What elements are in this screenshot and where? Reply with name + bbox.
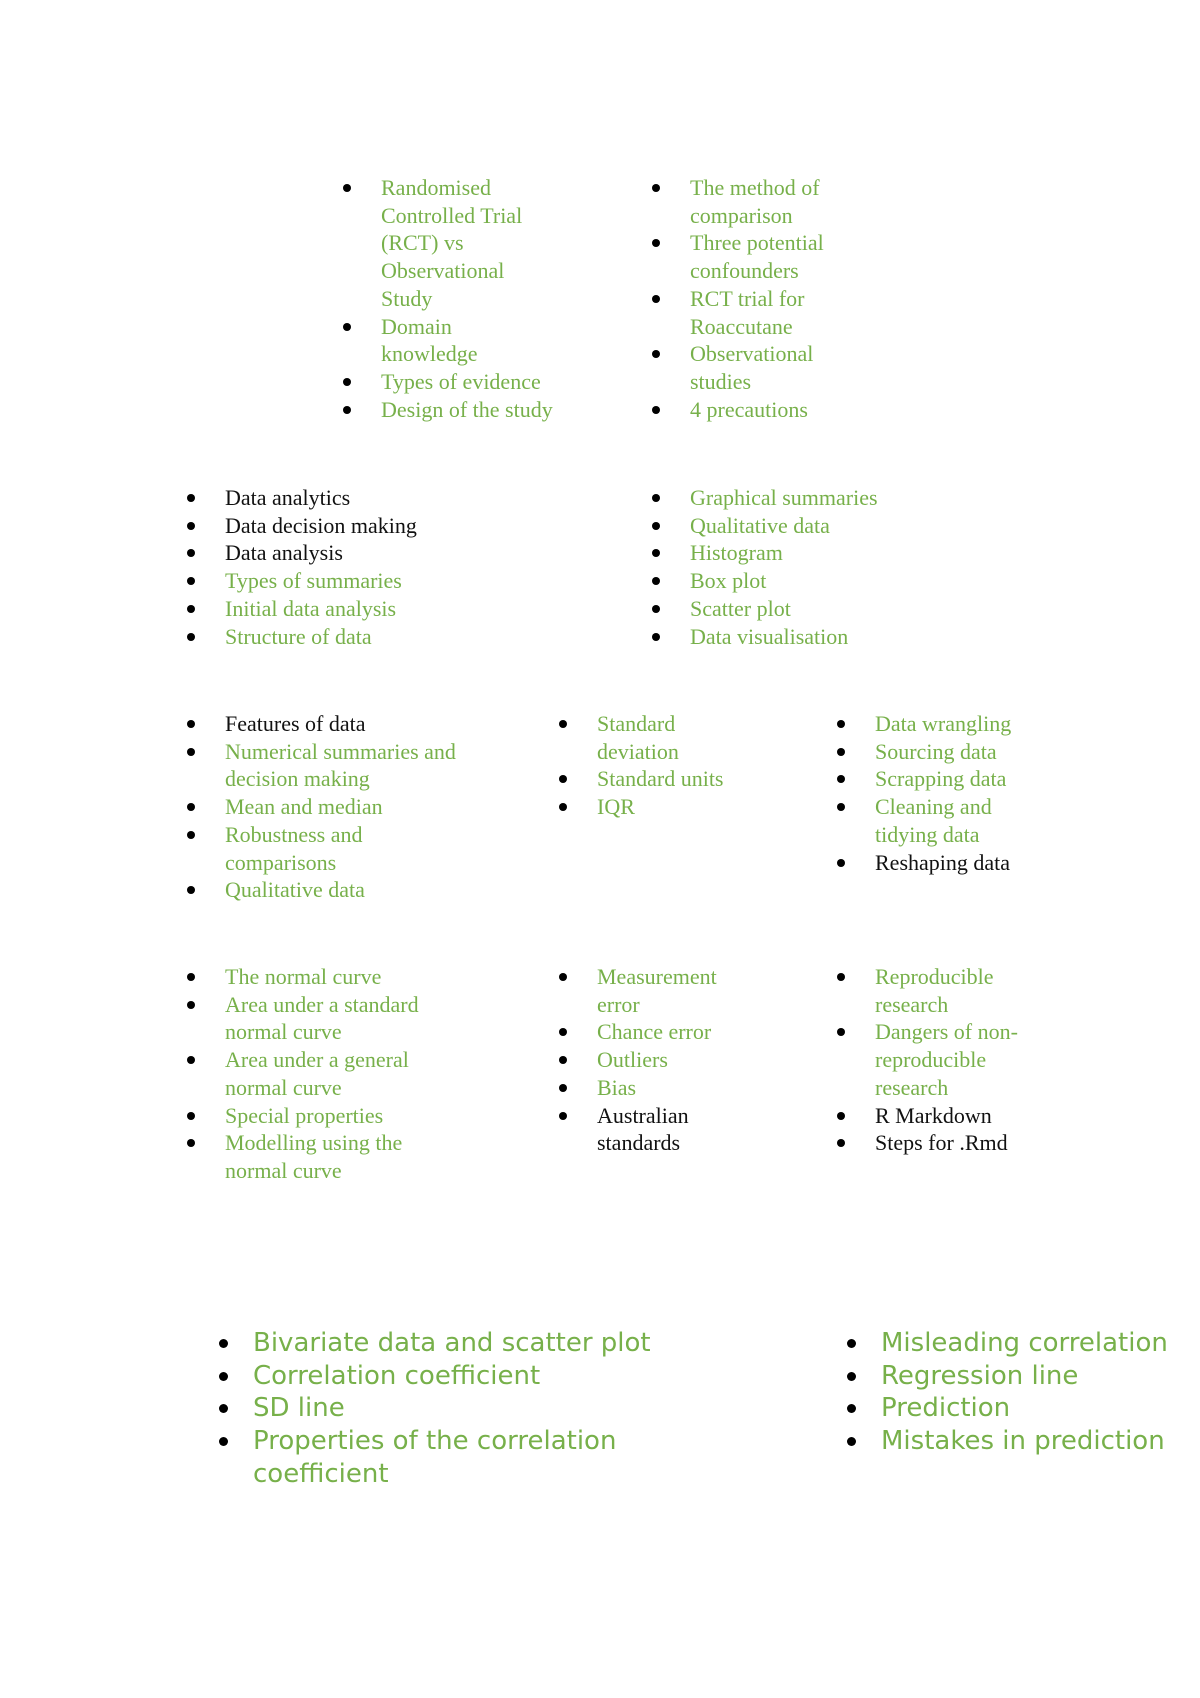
list-item-text: Qualitative data xyxy=(225,877,365,903)
bullet-icon xyxy=(559,1112,567,1120)
list-item xyxy=(652,623,972,651)
list-item xyxy=(187,623,517,651)
measurement-error-list xyxy=(559,963,734,1157)
list-item-text: Scatter plot xyxy=(690,595,791,621)
bullet-icon xyxy=(187,549,195,557)
list-item xyxy=(187,595,517,623)
bullet-icon xyxy=(837,803,845,811)
bullet-icon xyxy=(559,775,567,783)
bullet-icon xyxy=(219,1339,228,1348)
list-item-text: Area under a general normal curve xyxy=(225,1047,409,1100)
list-item xyxy=(559,1018,734,1046)
list-item-text: Mistakes in prediction xyxy=(881,1426,1165,1457)
bullet-icon xyxy=(187,494,195,502)
list-item-text: The method of comparison xyxy=(690,175,820,228)
list-item xyxy=(652,595,972,623)
list-item xyxy=(219,1360,679,1393)
list-item xyxy=(652,285,852,340)
list-item xyxy=(847,1392,1200,1425)
list-item xyxy=(652,396,852,424)
list-item-text: Regression line xyxy=(881,1360,1079,1391)
list-item-text: Chance error xyxy=(597,1019,712,1045)
standard-deviation-list xyxy=(559,710,734,821)
bullet-icon xyxy=(187,886,195,894)
list-item xyxy=(187,484,517,512)
bullet-icon xyxy=(652,184,660,192)
bullet-icon xyxy=(187,973,195,981)
bullet-icon xyxy=(837,1028,845,1036)
list-item xyxy=(559,793,734,821)
list-item-text: Properties of the correlation coefficient xyxy=(253,1426,617,1489)
list-item xyxy=(837,1018,1037,1101)
bullet-icon xyxy=(847,1404,856,1413)
bullet-icon xyxy=(559,803,567,811)
bullet-icon xyxy=(847,1372,856,1381)
bullet-icon xyxy=(652,295,660,303)
list-item-text: Design of the study xyxy=(381,396,553,422)
list-item-text: Three potential confounders xyxy=(690,230,824,284)
list-item xyxy=(187,512,517,540)
list-item xyxy=(343,368,553,396)
list-item xyxy=(837,1102,1037,1130)
list-item-text: Measurement error xyxy=(597,964,717,1017)
list-item-text: Outliers xyxy=(597,1047,668,1073)
list-item xyxy=(219,1425,679,1490)
list-item-text: Area under a standard normal curve xyxy=(225,991,419,1045)
bullet-icon xyxy=(343,323,351,331)
list-item xyxy=(343,396,553,424)
list-item-text: Mean and median xyxy=(225,794,383,820)
list-item-text: Box plot xyxy=(690,568,767,594)
list-item-text: Reshaping data xyxy=(875,849,1011,875)
bullet-icon xyxy=(837,1139,845,1147)
list-item xyxy=(559,963,734,1018)
list-item-text: Types of evidence xyxy=(381,368,541,394)
list-item-text: Data analytics xyxy=(225,485,351,510)
bullet-icon xyxy=(343,406,351,414)
list-item-text: Data wrangling xyxy=(875,711,1012,736)
list-item xyxy=(187,821,477,876)
list-item-text: Features of data xyxy=(225,711,366,736)
list-item xyxy=(837,1129,1037,1157)
list-item xyxy=(652,229,852,284)
bullet-icon xyxy=(187,633,195,641)
bullet-icon xyxy=(187,1001,195,1009)
list-item xyxy=(219,1327,679,1360)
bullet-icon xyxy=(837,973,845,981)
list-item xyxy=(652,340,852,395)
list-item xyxy=(343,174,553,313)
list-item-text: RCT trial for Roaccutane xyxy=(690,285,805,339)
bullet-icon xyxy=(559,1028,567,1036)
bullet-icon xyxy=(837,775,845,783)
bullet-icon xyxy=(652,633,660,641)
list-item xyxy=(187,963,447,991)
bullet-icon xyxy=(847,1437,856,1446)
reproducible-research-list xyxy=(837,963,1037,1157)
list-item xyxy=(837,738,1017,766)
list-item-text: Data decision making xyxy=(225,512,417,538)
list-item xyxy=(847,1327,1200,1360)
bullet-icon xyxy=(837,720,845,728)
list-item xyxy=(652,512,972,540)
list-item xyxy=(187,567,517,595)
list-item-text: Data analysis xyxy=(225,540,343,566)
list-item-text: The normal curve xyxy=(225,964,382,989)
list-item-text: Data visualisation xyxy=(690,623,849,649)
list-item xyxy=(837,793,1017,848)
list-item-text: Reproducible research xyxy=(875,964,994,1017)
list-item-text: Numerical summaries and decision making xyxy=(225,738,456,792)
list-item-text: Australian standards xyxy=(597,1102,689,1156)
data-analytics-list xyxy=(187,484,517,650)
list-item-text: Correlation coefficient xyxy=(253,1360,541,1391)
list-item xyxy=(187,991,447,1046)
list-item xyxy=(559,1046,734,1074)
list-item xyxy=(652,567,972,595)
list-item-text: Histogram xyxy=(690,540,783,566)
list-item xyxy=(652,484,972,512)
list-item-text: Types of summaries xyxy=(225,568,402,594)
list-item-text: Scrapping data xyxy=(875,766,1007,792)
list-item xyxy=(187,793,477,821)
list-item xyxy=(187,1129,447,1184)
bullet-icon xyxy=(652,549,660,557)
list-item-text: Qualitative data xyxy=(690,512,830,538)
bullet-icon xyxy=(837,859,845,867)
list-item xyxy=(847,1360,1200,1393)
list-item-text: Standard units xyxy=(597,766,724,792)
list-item xyxy=(187,738,477,793)
bullet-icon xyxy=(219,1404,228,1413)
numerical-summaries-list xyxy=(187,710,477,904)
bullet-icon xyxy=(847,1339,856,1348)
list-item-text: Randomised Controlled Trial (RCT) vs Observational Study xyxy=(381,175,523,311)
list-item xyxy=(837,765,1017,793)
list-item xyxy=(343,313,553,368)
bullet-icon xyxy=(559,973,567,981)
bullet-icon xyxy=(187,803,195,811)
list-item-text: Structure of data xyxy=(225,623,372,649)
list-item-text: Sourcing data xyxy=(875,738,997,764)
list-item-text: Modelling using the normal curve xyxy=(225,1130,403,1183)
list-item-text: Bivariate data and scatter plot xyxy=(253,1328,651,1358)
list-item-text: Domain knowledge xyxy=(381,313,478,367)
bullet-icon xyxy=(652,577,660,585)
bullet-icon xyxy=(343,378,351,386)
list-item-text: Cleaning and tidying data xyxy=(875,794,992,847)
correlation-list xyxy=(219,1327,679,1491)
list-item-text: Robustness and comparisons xyxy=(225,821,363,875)
list-item xyxy=(559,1102,734,1157)
bullet-icon xyxy=(219,1372,228,1381)
list-item xyxy=(559,1074,734,1102)
bullet-icon xyxy=(652,350,660,358)
bullet-icon xyxy=(187,522,195,530)
bullet-icon xyxy=(652,406,660,414)
bullet-icon xyxy=(187,1112,195,1120)
bullet-icon xyxy=(652,239,660,247)
list-item-text: Dangers of non-reproducible research xyxy=(875,1019,1018,1100)
data-wrangling-list xyxy=(837,710,1017,876)
list-item xyxy=(559,765,734,793)
bullet-icon xyxy=(652,494,660,502)
list-item-text: Prediction xyxy=(881,1393,1011,1424)
bullet-icon xyxy=(187,1056,195,1064)
list-item xyxy=(187,876,477,904)
list-item xyxy=(837,710,1017,738)
normal-curve-list xyxy=(187,963,447,1185)
list-item-text: 4 precautions xyxy=(690,396,808,422)
bullet-icon xyxy=(219,1437,228,1446)
list-item-text: Standard deviation xyxy=(597,711,679,764)
list-item-text: Observational studies xyxy=(690,341,814,394)
list-item-text: Steps for .Rmd xyxy=(875,1130,1008,1156)
bullet-icon xyxy=(187,748,195,756)
bullet-icon xyxy=(652,605,660,613)
bullet-icon xyxy=(187,720,195,728)
bullet-icon xyxy=(187,577,195,585)
list-item xyxy=(652,539,972,567)
list-item xyxy=(837,963,1037,1018)
bullet-icon xyxy=(837,1112,845,1120)
study-design-list xyxy=(343,174,553,423)
bullet-icon xyxy=(652,522,660,530)
list-item-text: Graphical summaries xyxy=(690,485,878,510)
list-item xyxy=(847,1425,1200,1458)
bullet-icon xyxy=(837,748,845,756)
list-item-text: Misleading correlation xyxy=(881,1328,1168,1358)
bullet-icon xyxy=(343,184,351,192)
graphical-summaries-list xyxy=(652,484,972,650)
list-item xyxy=(187,710,477,738)
list-item xyxy=(652,174,852,229)
bullet-icon xyxy=(559,1056,567,1064)
comparison-list xyxy=(652,174,852,423)
bullet-icon xyxy=(187,831,195,839)
list-item xyxy=(837,849,1017,877)
bullet-icon xyxy=(187,1139,195,1147)
list-item xyxy=(219,1392,679,1425)
list-item-text: Special properties xyxy=(225,1102,384,1128)
bullet-icon xyxy=(187,605,195,613)
list-item-text: Initial data analysis xyxy=(225,595,397,621)
list-item xyxy=(187,1102,447,1130)
list-item xyxy=(559,710,734,765)
list-item xyxy=(187,539,517,567)
list-item-text: SD line xyxy=(253,1393,345,1424)
list-item-text: R Markdown xyxy=(875,1102,992,1128)
list-item-text: Bias xyxy=(597,1074,637,1100)
list-item xyxy=(187,1046,447,1101)
bullet-icon xyxy=(559,1084,567,1092)
list-item-text: IQR xyxy=(597,794,635,820)
regression-list xyxy=(847,1327,1200,1458)
bullet-icon xyxy=(559,720,567,728)
